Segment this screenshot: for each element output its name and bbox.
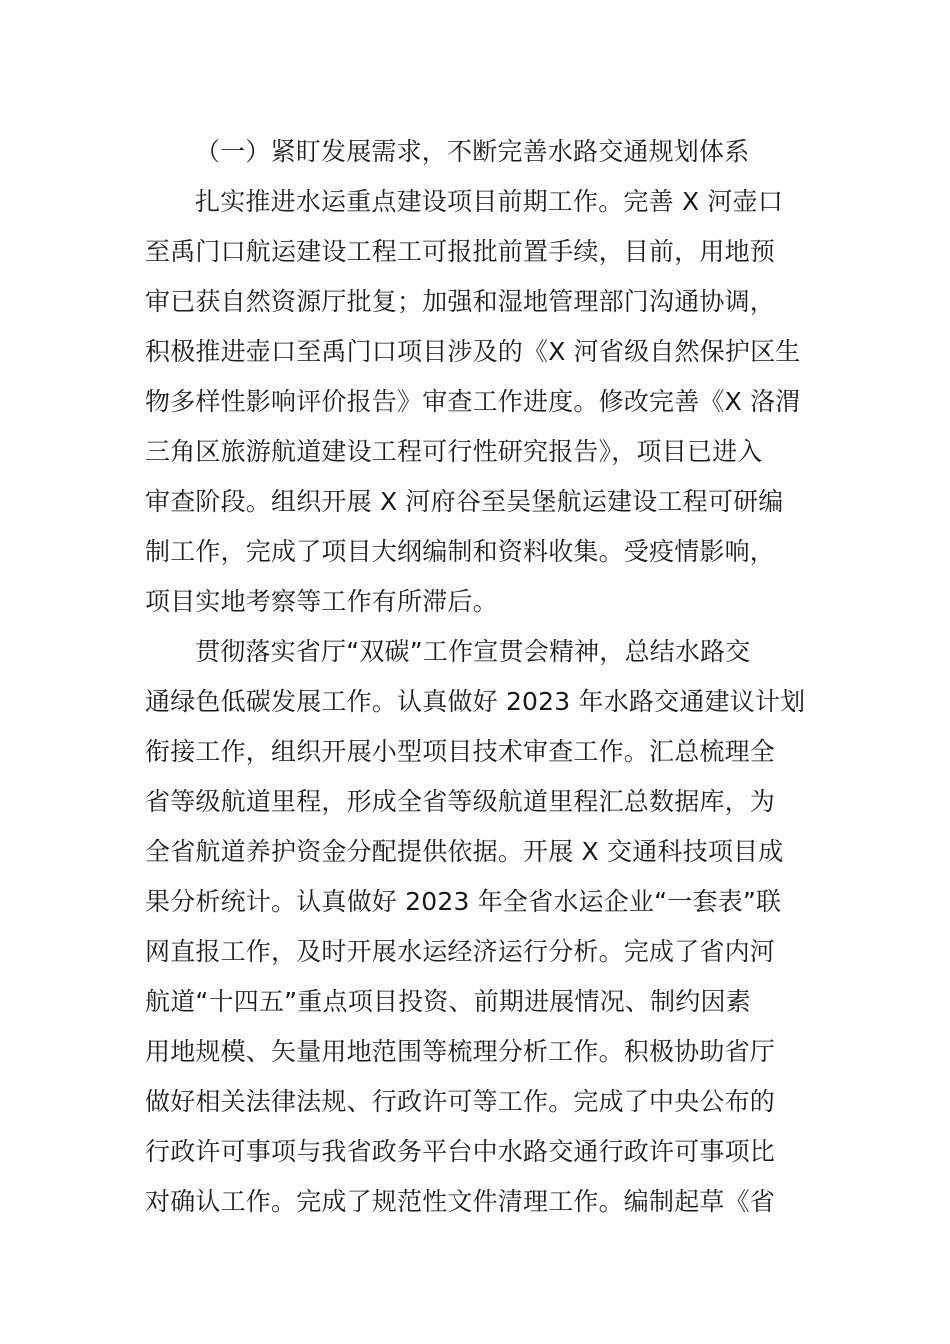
paragraph-line: 制工作，完成了项目大纲编制和资料收集。受疫情影响， [145,537,776,566]
paragraph-line: 项目实地考察等工作有所滞后。 [145,587,498,616]
paragraph-line: 省等级航道里程，形成全省等级航道里程汇总数据库，为 [145,787,776,816]
paragraph-line: 扎实推进水运重点建设项目前期工作。完善 X 河壶口 [195,187,784,216]
document-body [145,127,810,1227]
paragraph-line: 通绿色低碳发展工作。认真做好 2023 年水路交通建议计划 [145,687,806,716]
paragraph-line: 三角区旅游航道建设工程可行性研究报告》，项目已进入 [145,437,763,466]
paragraph-line: 航道“十四五”重点项目投资、前期进展情况、制约因素 [145,987,751,1016]
paragraph-line: 对确认工作。完成了规范性文件清理工作。编制起草《省 [145,1187,776,1216]
paragraph-line: 物多样性影响评价报告》审查工作进度。修改完善《X 洛渭 [145,387,801,416]
paragraph-line: 贯彻落实省厅“双碳”工作宣贯会精神，总结水路交 [195,637,751,666]
paragraph-1 [145,177,810,627]
paragraph-line: 做好相关法律法规、行政许可等工作。完成了中央公布的 [145,1087,776,1116]
paragraph-line: 全省航道养护资金分配提供依据。开展 X 交通科技项目成 [145,837,784,866]
paragraph-line: 用地规模、矢量用地范围等梳理分析工作。积极协助省厅 [145,1037,776,1066]
paragraph-line: 行政许可事项与我省政务平台中水路交通行政许可事项比 [145,1137,776,1166]
paragraph-2 [145,627,810,1227]
paragraph-line: 果分析统计。认真做好 2023 年全省水运企业“一套表”联 [145,887,782,916]
paragraph-line: 至禹门口航运建设工程工可报批前置手续，目前，用地预 [145,237,776,266]
paragraph-line: 审查阶段。组织开展 X 河府谷至吴堡航运建设工程可研编 [145,487,784,516]
paragraph-line: 衔接工作，组织开展小型项目技术审查工作。汇总梳理全 [145,737,776,766]
section-heading: （一）紧盯发展需求，不断完善水路交通规划体系 [195,137,750,166]
paragraph-line: 审已获自然资源厅批复；加强和湿地管理部门沟通协调， [145,287,776,316]
paragraph-line: 网直报工作，及时开展水运经济运行分析。完成了省内河 [145,937,776,966]
paragraph-line: 积极推进壶口至禹门口项目涉及的《X 河省级自然保护区生 [145,337,801,366]
